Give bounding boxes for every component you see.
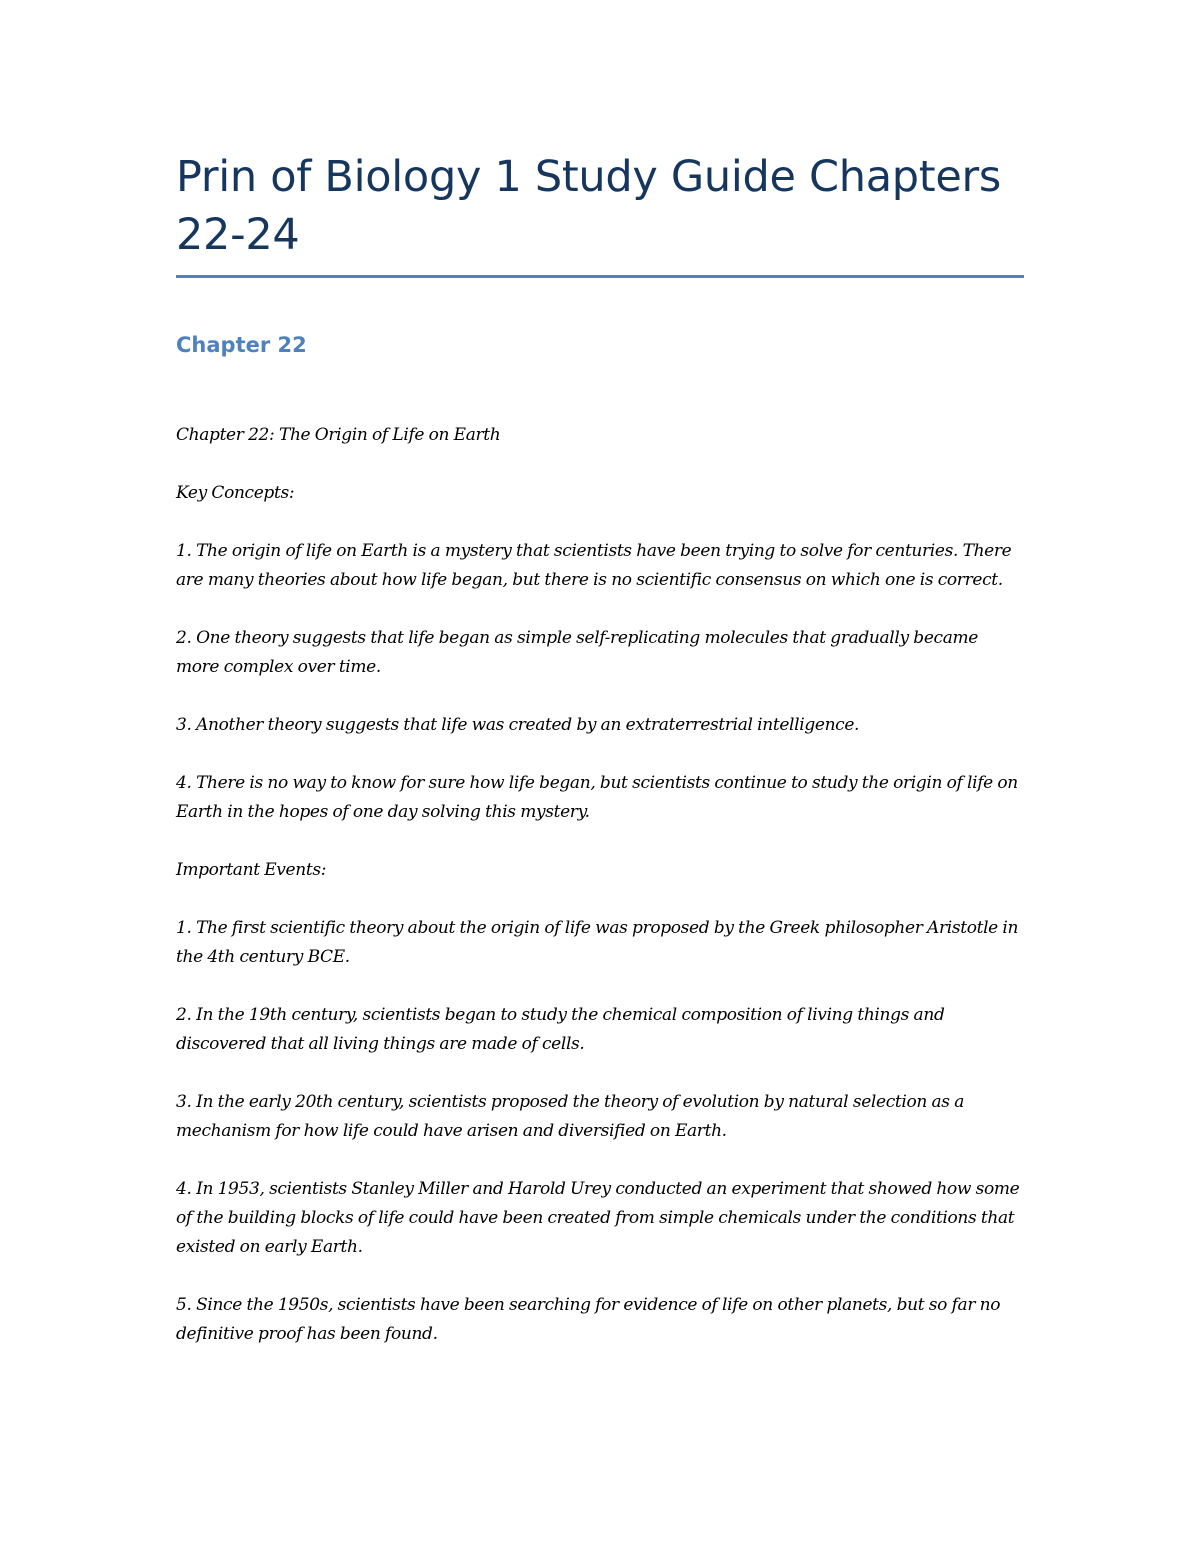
important-events-label: Important Events: [176, 860, 327, 880]
key-concept-item: 2. One theory suggests that life began as simple self-replicating molecules that gradually became more complex over time. [176, 628, 978, 677]
important-event-item: 2. In the 19th century, scientists began to study the chemical composition of living things and discovered that all living things are made of cells. [176, 1005, 945, 1054]
important-event-item: 1. The first scientific theory about the origin of life was proposed by the Greek philosopher Aristotle in the 4th century BCE. [176, 918, 1019, 967]
key-concept-item: 3. Another theory suggests that life was created by an extraterrestrial intelligence. [176, 715, 860, 735]
important-event-item: 3. In the early 20th century, scientists proposed the theory of evolution by natural selection as a mechanism for how life could have arisen and diversified on Earth. [176, 1092, 964, 1141]
important-event-item: 5. Since the 1950s, scientists have been searching for evidence of life on other planets, but so far no definitive proof has been found. [176, 1295, 1001, 1344]
key-concept-item: 4. There is no way to know for sure how life began, but scientists continue to study the origin of life on Earth in the hopes of one day solving this mystery. [176, 773, 1018, 822]
document-title: Prin of Biology 1 Study Guide Chapters 22-24 [176, 152, 1001, 260]
chapter-title: Chapter 22: The Origin of Life on Earth [176, 425, 501, 445]
important-event-item: 4. In 1953, scientists Stanley Miller and Harold Urey conducted an experiment that showed how some of the building blocks of life could have been created from simple chemicals under the conditions that existed on early Earth. [176, 1179, 1020, 1257]
key-concept-item: 1. The origin of life on Earth is a mystery that scientists have been trying to solve for centuries. There are many theories about how life began, but there is no scientific consensus on which one is correct. [176, 541, 1012, 590]
key-concepts-label: Key Concepts: [176, 483, 295, 503]
chapter-heading: Chapter 22 [176, 333, 307, 357]
document-page [176, 148, 1024, 1349]
title-divider [176, 275, 1024, 278]
